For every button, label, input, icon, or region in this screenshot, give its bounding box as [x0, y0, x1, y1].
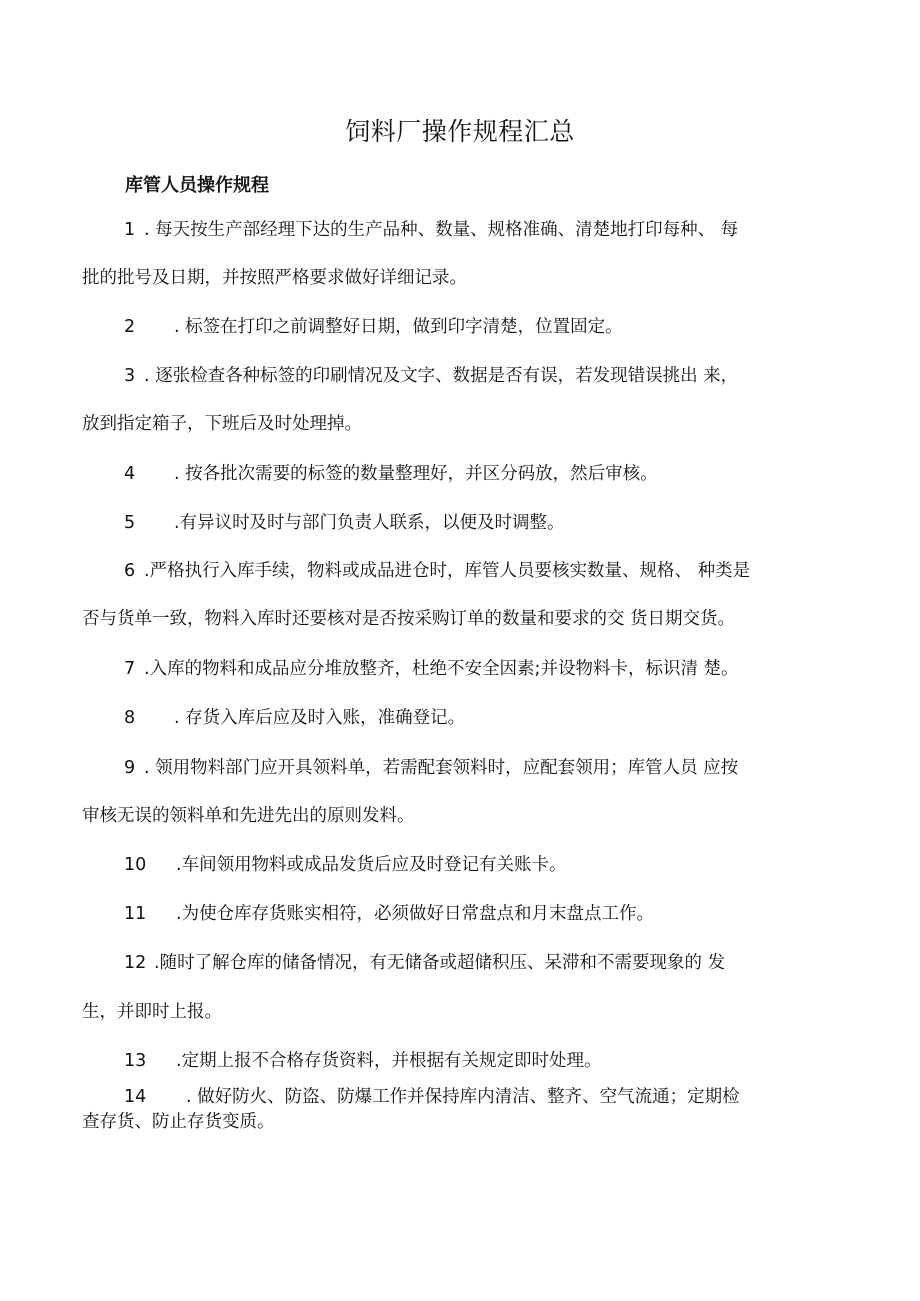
- list-item: [124, 364, 738, 388]
- item-number: 10: [124, 855, 147, 875]
- list-item: [124, 511, 565, 535]
- item-number: 9: [124, 758, 136, 778]
- list-item: [124, 853, 567, 877]
- list-item: [124, 706, 465, 730]
- item-text: . 每天按生产部经理下达的生产品种、数量、规格准确、清楚地打印每种、 每: [144, 220, 739, 240]
- list-item: [124, 756, 738, 780]
- item-number: 14: [124, 1087, 147, 1107]
- item-continuation: 查存货、防止存货变质。: [82, 1112, 275, 1132]
- list-item: [124, 462, 658, 486]
- section-heading: 库管人员操作规程: [125, 175, 269, 196]
- item-text: . 领用物料部门应开具领料单，若需配套领料时，应配套领用；库管人员 应按: [144, 758, 739, 778]
- item-continuation: 生，并即时上报。: [82, 1002, 222, 1022]
- item-text: . 标签在打印之前调整好日期，做到印字清楚，位置固定。: [174, 317, 623, 337]
- list-item: [124, 657, 739, 681]
- item-text: . 逐张检查各种标签的印刷情况及文字、数据是否有误，若发现错误挑出 来，: [144, 366, 739, 386]
- item-text: .随时了解仓库的储备情况，有无储备或超储积压、呆滞和不需要现象的 发: [154, 953, 726, 973]
- item-number: 6: [124, 561, 136, 581]
- list-item: [124, 1049, 602, 1073]
- item-continuation: 放到指定箱子，下班后及时处理掉。: [82, 414, 362, 434]
- item-number: 7: [124, 659, 136, 679]
- list-item: [124, 1085, 740, 1109]
- item-text: .有异议时及时与部门负责人联系，以便及时调整。: [174, 513, 565, 533]
- item-number: 13: [124, 1051, 147, 1071]
- item-text: . 做好防火、防盗、防爆工作并保持库内清洁、整齐、空气流通；定期检: [186, 1087, 740, 1107]
- document-title: 饲料厂操作规程汇总: [345, 117, 575, 146]
- list-item: [124, 315, 623, 339]
- list-item: [124, 902, 654, 926]
- item-number: 12: [124, 953, 147, 973]
- item-text: . 按各批次需要的标签的数量整理好，并区分码放，然后审核。: [174, 464, 658, 484]
- item-number: 2: [124, 317, 136, 337]
- item-continuation: 审核无误的领料单和先进先出的原则发料。: [82, 806, 415, 826]
- item-number: 8: [124, 708, 136, 728]
- item-text: .定期上报不合格存货资料，并根据有关规定即时处理。: [176, 1051, 602, 1071]
- item-text: .严格执行入库手续，物料或成品进仓时，库管人员要核实数量、规格、 种类是: [144, 561, 751, 581]
- item-number: 1: [124, 220, 136, 240]
- item-text: .车间领用物料或成品发货后应及时登记有关账卡。: [176, 855, 567, 875]
- item-continuation: 否与货单一致，物料入库时还要核对是否按采购订单的数量和要求的交 货日期交货。: [82, 609, 736, 629]
- item-number: 4: [124, 464, 136, 484]
- item-number: 11: [124, 904, 147, 924]
- item-text: . 存货入库后应及时入账，准确登记。: [174, 708, 466, 728]
- item-continuation: 批的批号及日期，并按照严格要求做好详细记录。: [82, 268, 467, 288]
- list-item: [124, 218, 738, 242]
- item-number: 3: [124, 366, 136, 386]
- list-item: [124, 559, 750, 583]
- item-number: 5: [124, 513, 136, 533]
- item-text: .入库的物料和成品应分堆放整齐，杜绝不安全因素;并设物料卡，标识清 楚。: [144, 659, 739, 679]
- item-text: .为使仓库存货账实相符，必须做好日常盘点和月末盘点工作。: [176, 904, 655, 924]
- list-item: [124, 951, 725, 975]
